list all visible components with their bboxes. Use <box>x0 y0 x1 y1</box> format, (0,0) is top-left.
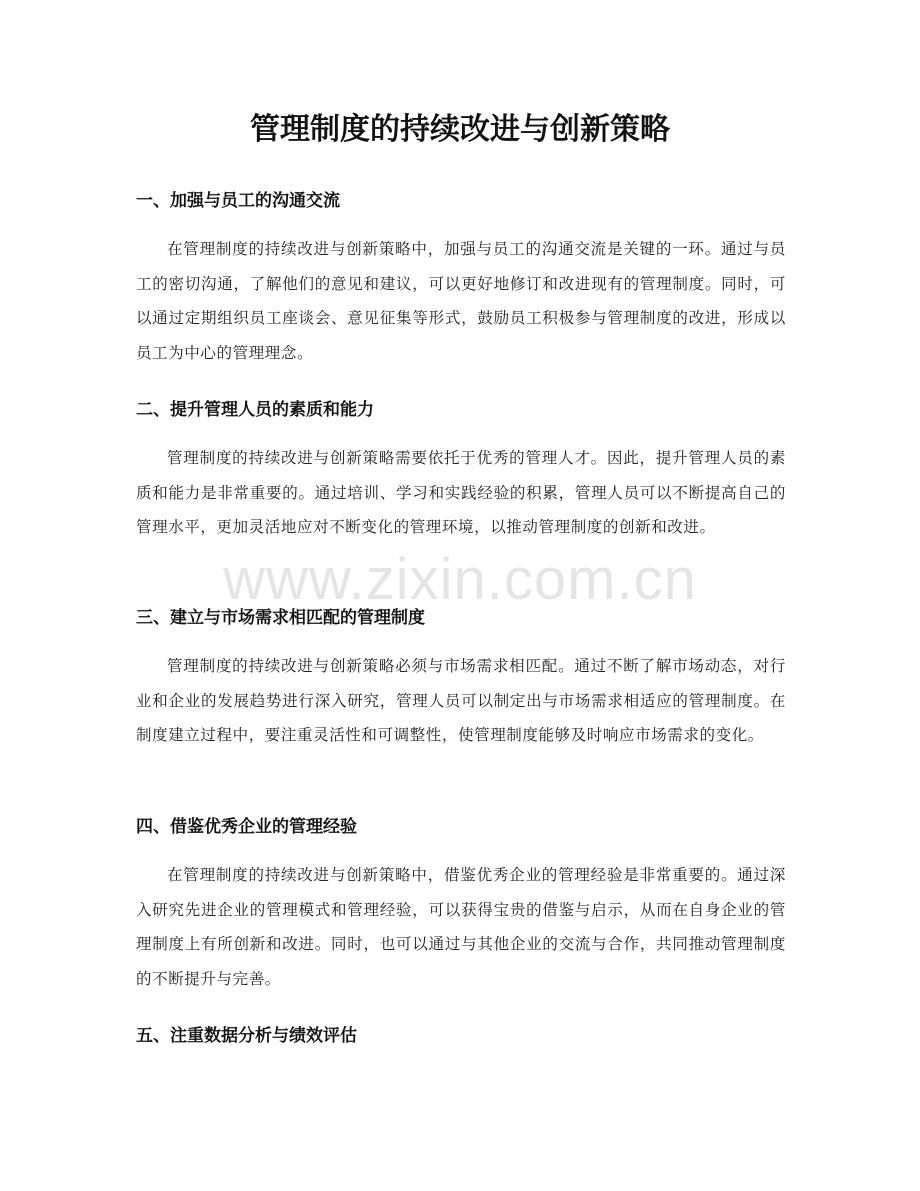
section-paragraph: 管理制度的持续改进与创新策略需要依托于优秀的管理人才。因此，提升管理人员的素质和能力是非常重要的。通过培训、学习和实践经验的积累，管理人员可以不断提高自己的管理水平，更加灵活地应对不断变化的管理环境，以推动管理制度的创新和改进。 <box>136 449 786 536</box>
section-heading: 三、建立与市场需求相匹配的管理制度 <box>136 608 425 628</box>
section-heading: 一、加强与员工的沟通交流 <box>136 191 340 211</box>
section-paragraph: 在管理制度的持续改进与创新策略中，借鉴优秀企业的管理经验是非常重要的。通过深入研究先进企业的管理模式和管理经验，可以获得宝贵的借鉴与启示，从而在自身企业的管理制度上有所创新和改进。同时，也可以通过与其他企业的交流与合作，共同推动管理制度的不断提升与完善。 <box>136 866 786 988</box>
section-paragraph: 管理制度的持续改进与创新策略必须与市场需求相匹配。通过不断了解市场动态，对行业和企业的发展趋势进行深入研究，管理人员可以制定出与市场需求相适应的管理制度。在制度建立过程中，要注重灵活性和可调整性，使管理制度能够及时响应市场需求的变化。 <box>136 657 786 744</box>
section-heading: 四、借鉴优秀企业的管理经验 <box>136 817 357 837</box>
section-manager-quality <box>136 397 786 545</box>
section-communication <box>136 188 786 370</box>
section-market-alignment <box>136 605 786 753</box>
section-paragraph: 在管理制度的持续改进与创新策略中，加强与员工的沟通交流是关键的一环。通过与员工的密切沟通，了解他们的意见和建议，可以更好地修订和改进现有的管理制度。同时，可以通过定期组织员工座谈会、意见征集等形式，鼓励员工积极参与管理制度的改进，形成以员工为中心的管理理念。 <box>136 240 786 362</box>
watermark: www.zixin.com.cn <box>223 547 697 612</box>
section-benchmark-experience <box>136 814 786 996</box>
page-title: 管理制度的持续改进与创新策略 <box>250 112 670 147</box>
section-heading: 二、提升管理人员的素质和能力 <box>136 400 374 420</box>
section-data-analysis <box>136 1023 786 1049</box>
section-heading: 五、注重数据分析与绩效评估 <box>136 1026 357 1046</box>
